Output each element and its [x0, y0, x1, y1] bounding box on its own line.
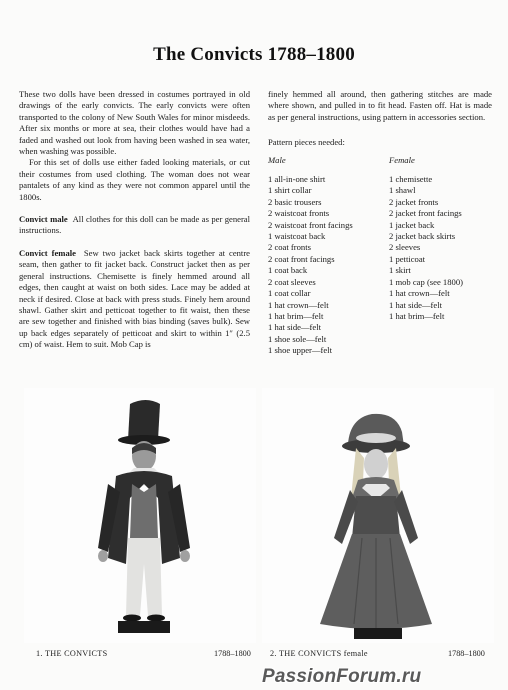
- male-item: 1 shirt collar: [268, 185, 312, 196]
- male-item: 2 coat sleeves: [268, 276, 316, 287]
- female-item: 1 hat crown—felt: [389, 288, 450, 299]
- convict-female-paragraph: [19, 248, 250, 351]
- female-pieces-column: [389, 155, 463, 357]
- male-item: 1 shoe upper—felt: [268, 345, 332, 356]
- female-pieces-list: [389, 174, 463, 322]
- right-photo-caption: 2. THE CONVICTS female: [270, 649, 368, 658]
- pattern-pieces-lists: [268, 155, 492, 357]
- female-pieces-heading: Female: [389, 154, 415, 165]
- male-item: 1 shoe sole—felt: [268, 333, 327, 344]
- male-item: 2 waistcoat front facings: [268, 219, 353, 230]
- female-convict-doll-photo: [262, 388, 494, 643]
- female-item: 2 jacket back skirts: [389, 231, 456, 242]
- left-column: [19, 89, 250, 351]
- female-item: 1 mob cap (see 1800): [389, 276, 463, 287]
- female-item: 2 jacket front facings: [389, 208, 462, 219]
- left-photo-caption: 1. THE CONVICTS: [36, 649, 108, 658]
- male-item: 2 basic trousers: [268, 196, 322, 207]
- male-item: 1 waistcoat back: [268, 231, 326, 242]
- female-item: 2 sleeves: [389, 242, 421, 253]
- male-item: 1 coat collar: [268, 288, 311, 299]
- convict-female-heading: Convict female: [19, 247, 76, 258]
- left-photo-year: 1788–1800: [214, 649, 251, 658]
- convict-male-text: All clothes for this doll can be made as per general instructions.: [19, 214, 251, 236]
- intro-paragraph: These two dolls have been dressed in costumes portrayed in old drawings of the early convicts. The early convicts were often transported to the colony of New South Wales for minor misdeeds. After six months or more at sea, their clothes would have had a faded and washed out look from having been washed in sea water, when washing was possible.: [19, 89, 250, 157]
- female-item: 1 jacket back: [389, 219, 435, 230]
- watermark-text: PassionForum.ru: [262, 666, 422, 687]
- male-item: 1 coat back: [268, 265, 308, 276]
- male-pieces-list: [268, 174, 389, 357]
- female-item: 2 jacket fronts: [389, 196, 439, 207]
- female-item: 1 shawl: [389, 185, 416, 196]
- convict-male-heading: Convict male: [19, 214, 68, 225]
- female-item: 1 hat side—felt: [389, 299, 442, 310]
- male-item: 1 hat side—felt: [268, 322, 321, 333]
- male-doll-illustration: [24, 388, 256, 643]
- female-item: 1 petticoat: [389, 253, 426, 264]
- page-title: The Convicts 1788–1800: [153, 44, 355, 65]
- materials-paragraph: For this set of dolls use either faded looking materials, or cut their costumes from used clothing. The woman does not wear pantalets of any kind as they were not common apparel until the 1800s.: [19, 157, 250, 202]
- right-column: [268, 89, 492, 357]
- male-item: 1 hat brim—felt: [268, 310, 324, 321]
- continued-paragraph: finely hemmed all around, then gathering stitches are made where shown, and pulled in to fit head. Fasten off. Hat is made as per general instructions, using pattern in accessories section.: [268, 89, 492, 122]
- convict-female-text: Sew two jacket back skirts together at centre seam, then gather to fit jacket back. Construct jacket then as per general instructions. Chemisette is finely hemmed around all edges, then caught at waist on both sides. Lace may be added at neck if desired. Close at back with press studs. Finely hem around shawl. Gather skirt and petticoat together to fit waist, then these are sew together and finished with bias binding (saves bulk). Sew up back edges separately of petticoat and skirt to within 1″ (2.5 cm) of waist. Hem to suit. Mob Cap is: [19, 247, 250, 350]
- female-item: 1 hat brim—felt: [389, 310, 445, 321]
- male-item: 2 coat front facings: [268, 253, 335, 264]
- male-pieces-column: [268, 155, 389, 357]
- male-item: 2 coat fronts: [268, 242, 311, 253]
- male-item: 1 hat crown—felt: [268, 299, 329, 310]
- male-item: 1 all-in-one shirt: [268, 174, 326, 185]
- female-item: 1 chemisette: [389, 174, 433, 185]
- convict-male-paragraph: [19, 214, 250, 237]
- female-doll-illustration: [262, 388, 494, 643]
- site-watermark: [262, 666, 502, 688]
- male-convict-doll-photo: [24, 388, 256, 643]
- male-item: 2 waistcoat fronts: [268, 208, 330, 219]
- male-pieces-heading: Male: [268, 154, 286, 165]
- right-photo-year: 1788–1800: [448, 649, 485, 658]
- pattern-pieces-title: Pattern pieces needed:: [268, 137, 345, 148]
- female-item: 1 skirt: [389, 265, 411, 276]
